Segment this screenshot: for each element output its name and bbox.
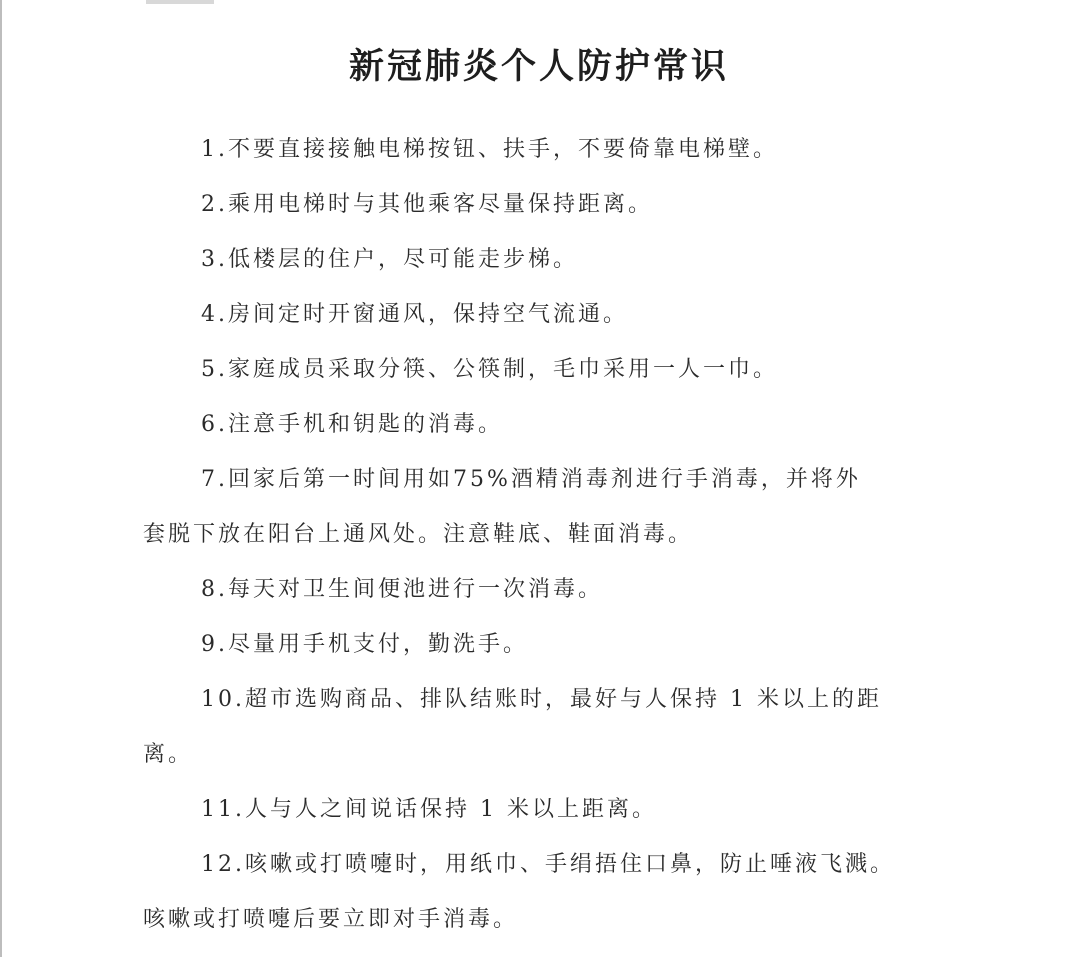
guideline-line: 5.家庭成员采取分筷、公筷制，毛巾采用一人一巾。 — [201, 357, 778, 382]
guideline-line: 7.回家后第一时间用如75%酒精消毒剂进行手消毒，并将外 — [201, 467, 861, 492]
guideline-item-11 — [143, 782, 948, 837]
guideline-item-9 — [143, 617, 948, 672]
guideline-line: 1.不要直接接触电梯按钮、扶手，不要倚靠电梯壁。 — [201, 137, 778, 162]
document-title: 新冠肺炎个人防护常识 — [348, 46, 729, 87]
guideline-item-10 — [143, 672, 948, 782]
guideline-line: 3.低楼层的住户，尽可能走步梯。 — [201, 247, 578, 272]
guideline-line-continued: 离。 — [143, 742, 194, 767]
guideline-item-4 — [143, 287, 948, 342]
guideline-line: 8.每天对卫生间便池进行一次消毒。 — [201, 577, 603, 602]
guideline-item-7 — [143, 452, 948, 562]
guideline-item-3 — [143, 232, 948, 287]
scan-left-edge — [0, 0, 2, 957]
guideline-item-5 — [143, 342, 948, 397]
guideline-item-2 — [143, 177, 948, 232]
guideline-item-1 — [143, 122, 948, 177]
guideline-line-continued: 套脱下放在阳台上通风处。注意鞋底、鞋面消毒。 — [143, 522, 694, 547]
guideline-line: 10.超市选购商品、排队结账时，最好与人保持 1 米以上的距 — [201, 687, 882, 712]
guideline-line-continued: 咳嗽或打喷嚏后要立即对手消毒。 — [143, 907, 519, 932]
guideline-line: 6.注意手机和钥匙的消毒。 — [201, 412, 503, 437]
scan-top-mark — [146, 0, 214, 4]
guideline-line: 9.尽量用手机支付，勤洗手。 — [201, 632, 528, 657]
guideline-list — [143, 122, 948, 947]
guideline-item-6 — [143, 397, 948, 452]
guideline-line: 12.咳嗽或打喷嚏时，用纸巾、手绢捂住口鼻，防止唾液飞溅。 — [201, 852, 895, 877]
guideline-item-8 — [143, 562, 948, 617]
guideline-item-12 — [143, 837, 948, 947]
guideline-line: 2.乘用电梯时与其他乘客尽量保持距离。 — [201, 192, 653, 217]
guideline-line: 4.房间定时开窗通风，保持空气流通。 — [201, 302, 628, 327]
guideline-line: 11.人与人之间说话保持 1 米以上距离。 — [201, 797, 657, 822]
